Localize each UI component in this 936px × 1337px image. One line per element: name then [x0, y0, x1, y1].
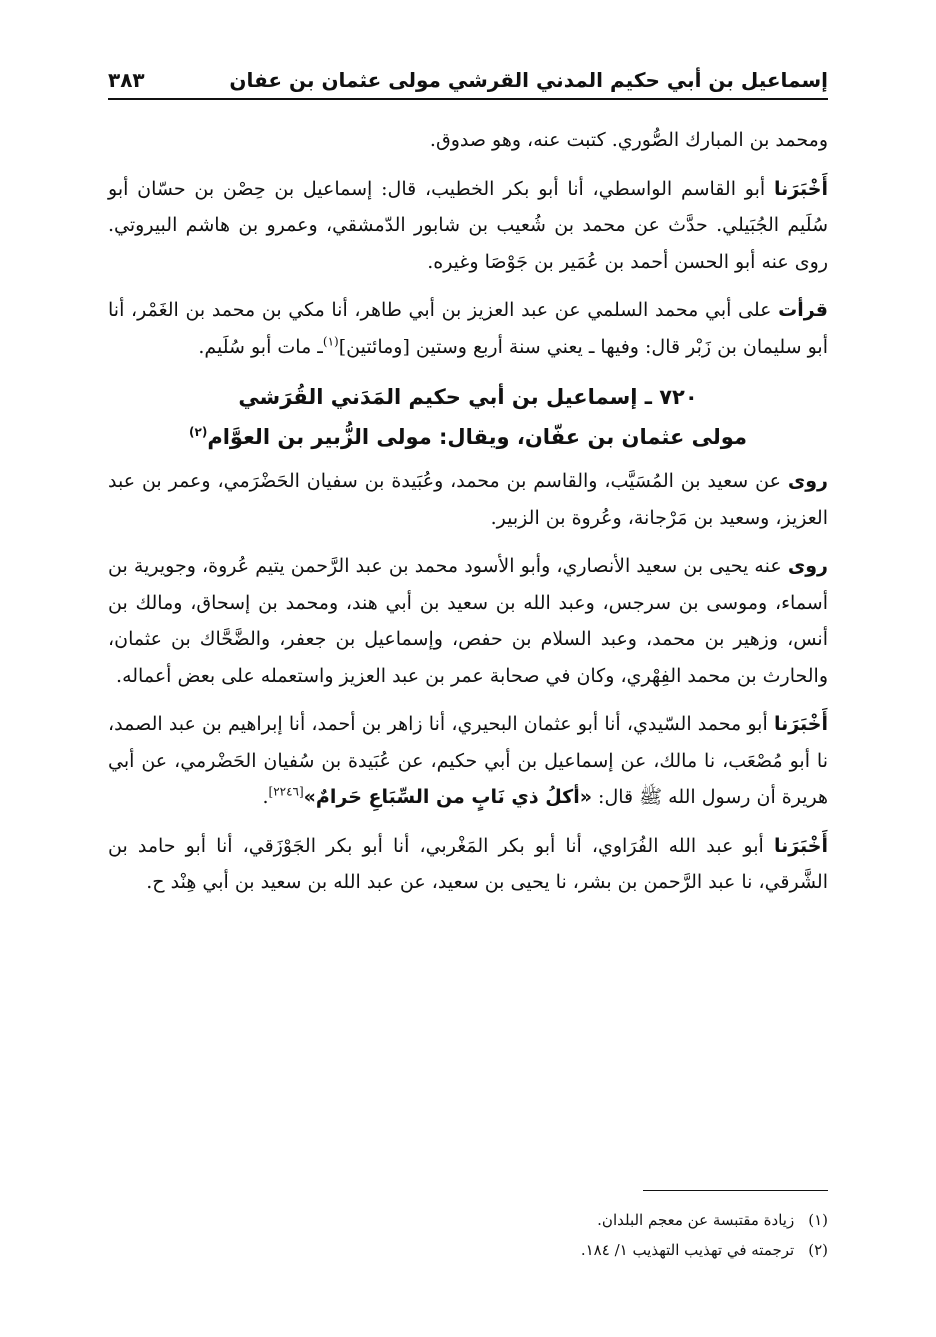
paragraph-lead-word: أَخْبَرَنا: [773, 713, 828, 735]
paragraph: [108, 463, 828, 536]
running-header: [108, 52, 828, 100]
footnote-item: [108, 1205, 828, 1235]
paragraph-text: أبو القاسم الواسطي، أنا أبو بكر الخطيب، قال: إسماعيل بن حِصْن بن حسّان أبو سُلَيم الجُبَيلي. حدَّث عن محمد بن شُعيب بن شابور الدّمشقي، وعمرو بن هاشم البيروتي. روى عنه أبو الحسن أحمد بن عُمَير بن جَوْصَا وغيره.: [108, 177, 828, 273]
paragraph: [108, 706, 828, 816]
paragraph-lead-word: أَخْبَرَنا: [773, 177, 828, 200]
paragraph-lead-word: قرأت: [778, 299, 828, 321]
footnote-mark: (١): [808, 1211, 828, 1229]
paragraph-text: أبو محمد السّيدي، أنا أبو عثمان البحيري، أنا زاهر بن أحمد، أنا إبراهيم بن عبد الصمد، نا أبو مُصْعَب، نا مالك، عن إسماعيل بن أبي حكيم، عن عُبَيدة بن سُفيان الحَضْرمي، عن أبي هريرة أن رسول الله ﷺ قال:: [108, 713, 828, 808]
entry-heading-line: ٧٢٠ ـ إسماعيل بن أبي حكيم المَدَني القُرَشي: [238, 385, 698, 409]
paragraph-text-end: .: [262, 786, 269, 808]
footnote-mark: (٢): [808, 1241, 828, 1259]
footnote-text: زيادة مقتبسة عن معجم البلدان.: [597, 1211, 795, 1229]
paragraph-text: ومحمد بن المبارك الصُّوري. كتبت عنه، وهو صدوق.: [429, 129, 828, 151]
paragraph: [108, 828, 828, 901]
footnote-divider: [643, 1190, 828, 1191]
footnote-reference: (٢): [189, 425, 208, 439]
main-text: [108, 122, 828, 913]
page-number: ٣٨٣: [108, 68, 145, 92]
hadith-quote: «أكلُ ذي نَابٍ من السِّبَاعِ حَرامٌ»: [303, 786, 592, 808]
entry-heading-subline: [108, 417, 828, 457]
paragraph-text: عنه يحيى بن سعيد الأنصاري، وأبو الأسود محمد بن عبد الرَّحمن يتيم عُروة، وجويرية بن أسماء، وموسى بن سرجس، وعبد الله بن سعيد بن أبي هند، ومحمد بن إسحاق، ومالك بن أنس، وزهير بن محمد، وعبد السلام بن حفص، وإسماعيل بن جعفر، والضَّحَّاك بن عثمان، والحارث بن محمد الفِهْري، وكان في صحابة عمر بن عبد العزيز واستعمله على بعض أعماله.: [108, 555, 828, 687]
entry-heading: [108, 377, 828, 457]
paragraph-text: عن سعيد بن المُسَيَّب، والقاسم بن محمد، وعُبَيدة بن سفيان الحَضْرَمي، وعمر بن عبد العزيز، وسعيد بن مَرْجانة، وعُروة بن الزبير.: [108, 470, 828, 529]
paragraph: [108, 171, 828, 281]
footnote-reference: (١): [322, 334, 339, 349]
paragraph-text: أبو عبد الله الفُرَاوي، أنا أبو بكر المَغْربي، أنا أبو بكر الجَوْزَقي، أنا أبو حامد بن الشَّرقي، نا عبد الرَّحمن بن بشر، نا يحيى بن سعيد، عن عبد الله بن سعيد بن أبي هِنْد ح.: [108, 834, 828, 893]
footnote-text: ترجمته في تهذيب التهذيب ١/ ١٨٤.: [580, 1241, 795, 1259]
paragraph-lead-word: أَخْبَرَنا: [773, 834, 828, 857]
paragraph-lead-word: روى: [787, 470, 828, 492]
entry-heading-subline-text: مولى عثمان بن عفّان، ويقال: مولى الزُّبير بن العوَّام: [207, 425, 747, 449]
footnotes: [108, 1205, 828, 1265]
hadith-number: [٢٢٤٦]: [268, 784, 304, 799]
paragraph: [108, 292, 828, 365]
paragraph: [108, 122, 828, 159]
paragraph: [108, 548, 828, 694]
paragraph-text-end: ـ مات أبو سُلَيم.: [198, 335, 323, 358]
paragraph-text: على أبي محمد السلمي عن عبد العزيز بن أبي طاهر، أنا مكي بن محمد بن الغَمْر، أنا أبو سليمان بن زَبْر قال: وفيها ـ يعني سنة أربع وستين [ومائتين]: [108, 299, 828, 358]
running-header-title: إسماعيل بن أبي حكيم المدني القرشي مولى عثمان بن عفان: [229, 68, 828, 92]
paragraph-lead-word: روى: [787, 555, 828, 577]
footnote-item: [108, 1235, 828, 1265]
